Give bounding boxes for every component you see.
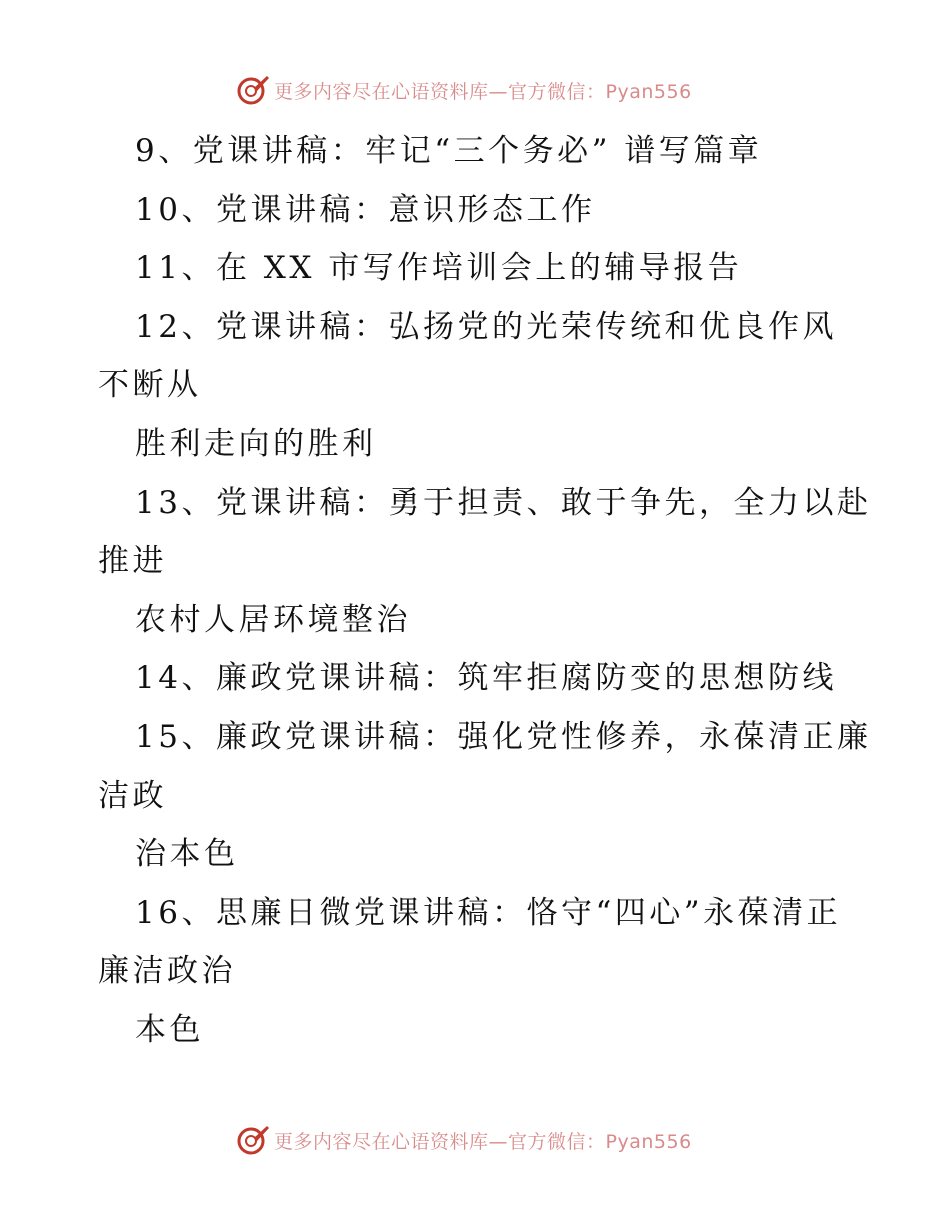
toc-line: 11、在 XX 市写作培训会上的辅导报告 <box>135 250 743 287</box>
toc-line: 本色 <box>135 1011 204 1048</box>
header-banner-text: 更多内容尽在心语资料库—官方微信：Pyan556 <box>274 80 692 103</box>
toc-line: 16、思廉日微党课讲稿：恪守“四心”永葆清正 <box>135 894 842 931</box>
toc-line: 13、党课讲稿：勇于担责、敢于争先，全力以赴 <box>135 484 872 521</box>
toc-line-continuation: 推进 <box>98 543 167 580</box>
footer-banner <box>236 1122 716 1158</box>
toc-line: 12、党课讲稿：弘扬党的光荣传统和优良作风 <box>135 308 837 345</box>
toc-line: 治本色 <box>135 836 239 873</box>
header-banner <box>236 72 716 108</box>
toc-line-continuation: 洁政 <box>98 777 167 814</box>
toc-line-continuation: 廉洁政治 <box>98 953 236 990</box>
toc-line: 9、党课讲稿：牢记“三个务必” 谱写篇章 <box>135 133 763 169</box>
footer-banner-text: 更多内容尽在心语资料库—官方微信：Pyan556 <box>274 1130 692 1153</box>
toc-line: 14、廉政党课讲稿：筑牢拒腐防变的思想防线 <box>135 660 837 697</box>
toc-line: 10、党课讲稿：意识形态工作 <box>135 191 596 228</box>
toc-line: 胜利走向的胜利 <box>135 425 377 462</box>
pen-circle-logo-icon <box>236 1123 270 1157</box>
toc-line: 15、廉政党课讲稿：强化党性修养，永葆清正廉 <box>135 718 872 755</box>
toc-line-continuation: 不断从 <box>98 367 202 404</box>
toc-line: 农村人居环境整治 <box>135 601 411 638</box>
document-body <box>98 122 872 1060</box>
pen-circle-logo-icon <box>236 73 270 107</box>
